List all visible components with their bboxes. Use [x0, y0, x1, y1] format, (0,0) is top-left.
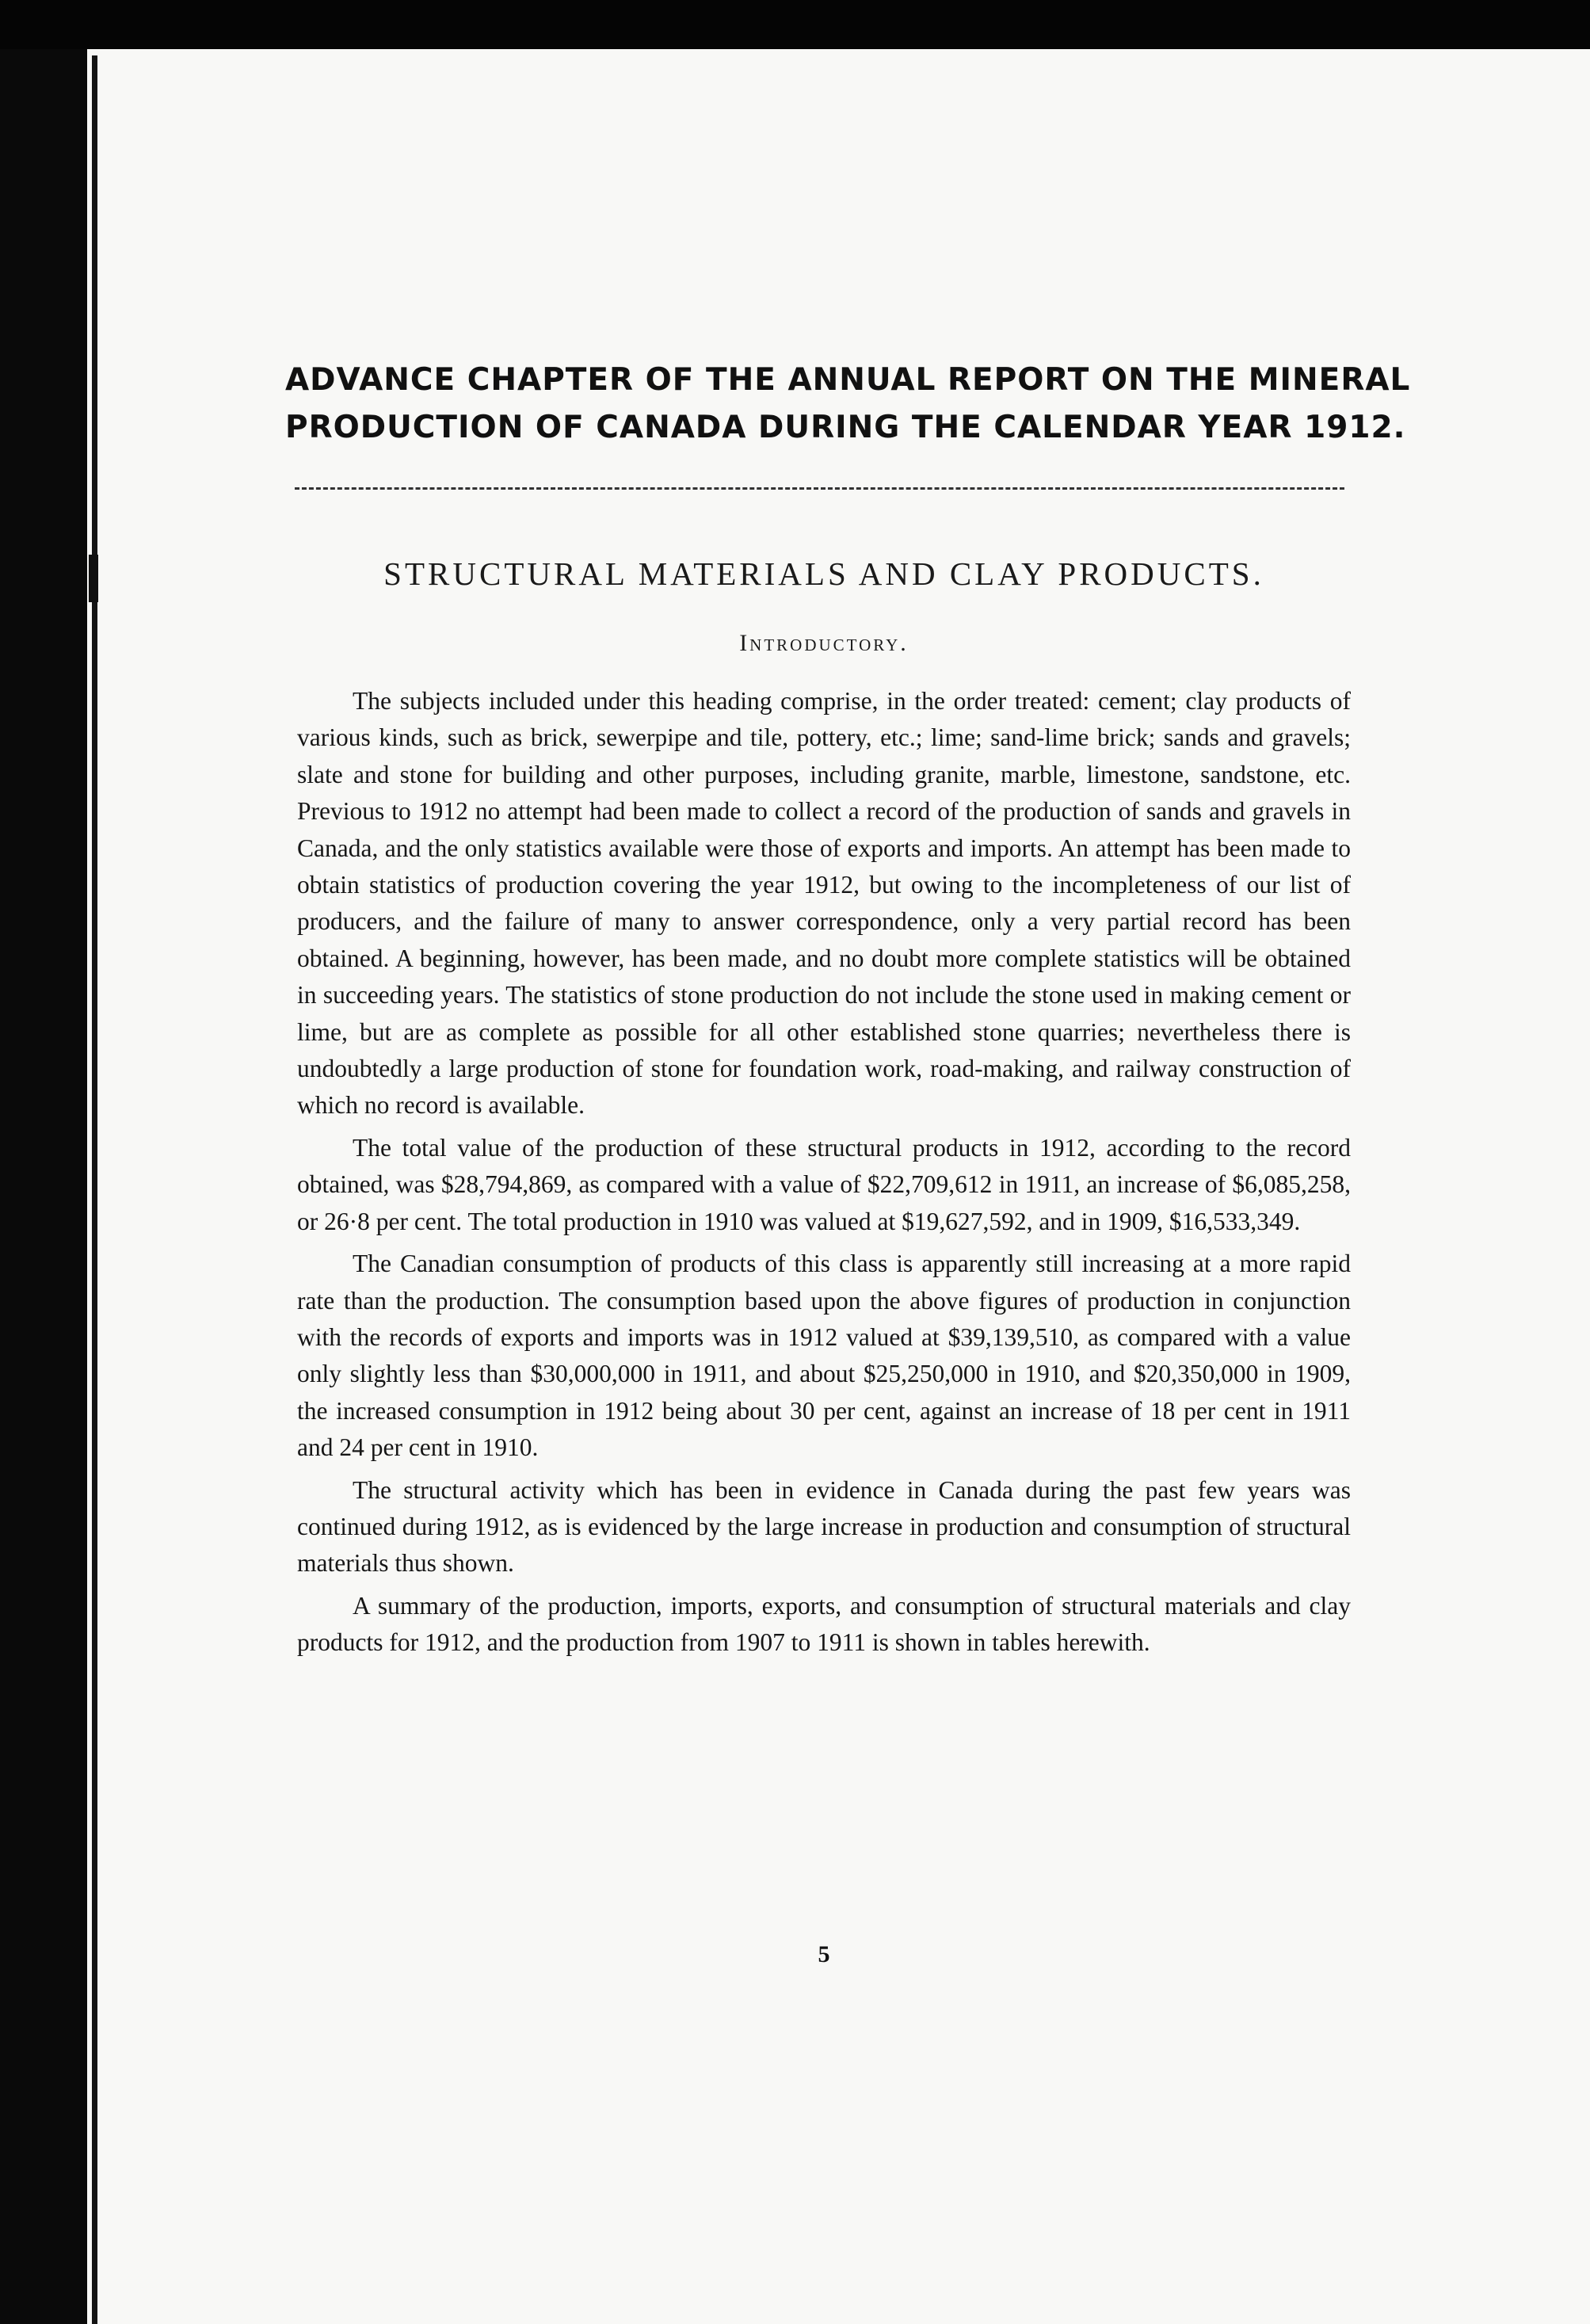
paragraph: The Canadian consumption of products of this class is apparently still increasing at a more rapid rate than the production. The consumption based upon the above figures of production in conjunction with the records of exports and imports was in 1912 valued at $39,139,510, as compared with a value only slightly less than $30,000,000 in 1911, and about $25,250,000 in 1910, and $20,350,000 in 1909, the increased consumption in 1912 being about 30 per cent, against an increase of 18 per cent in 1911 and 24 per cent in 1910. [297, 1250, 1351, 1462]
page-number: 5 [818, 1941, 830, 1967]
binding-mark [89, 555, 98, 602]
binding-edge [92, 55, 97, 2324]
heading-line-2: PRODUCTION OF CANADA DURING THE CALENDAR YEAR 1912. [285, 410, 1406, 445]
paragraph: The subjects included under this heading comprise, in the order treated: cement; clay products of various kinds, such as brick, sewerpipe and tile, pottery, etc.; lime; sand-lime brick; sands and gravels; slate and stone for building and other purposes, including granite, marble, limestone, sandstone, etc. Previous to 1912 no attempt had been made to collect a record of the production of sands and gravels in Canada, and the only statistics available were those of exports and imports. An attempt has been made to obtain statistics of production covering the year 1912, but owing to the incompleteness of our list of producers, and the failure of many to answer correspondence, only a very partial record has been obtained. A beginning, however, has been made, and no doubt more complete statistics will be obtained in succeeding years. The statistics of stone production do not include the stone used in making cement or lime, but are as complete as possible for all other established stone quarries; nevertheless there is undoubtedly a large production of stone for foundation work, road-making, and railway construction of which no record is available. [297, 687, 1351, 1120]
heading-line-1: ADVANCE CHAPTER OF THE ANNUAL REPORT ON THE MINERAL [285, 362, 1411, 398]
paragraph: A summary of the production, imports, exports, and consumption of structural materials and clay products for 1912, and the production from 1907 to 1911 is shown in tables herewith. [297, 1591, 1351, 1657]
heading-divider [295, 487, 1344, 490]
body-text [297, 683, 1351, 1667]
paragraph: The total value of the production of these structural products in 1912, according to the record obtained, was $28,794,869, as compared with a value of $22,709,612 in 1911, an increase of $6,085,258, or 26·8 per cent. The total production in 1910 was valued at $19,627,592, and in 1909, $16,533,349. [297, 1133, 1351, 1235]
paragraph: The structural activity which has been in evidence in Canada during the past few years was continued during 1912, as is evidenced by the large increase in production and consumption of structural materials thus shown. [297, 1475, 1351, 1578]
sub-title: Introductory. [739, 630, 909, 656]
section-title: STRUCTURAL MATERIALS AND CLAY PRODUCTS. [383, 555, 1264, 592]
report-heading [285, 357, 1411, 452]
scan-top-border [0, 0, 1590, 49]
page-edge-notch [1576, 380, 1590, 412]
